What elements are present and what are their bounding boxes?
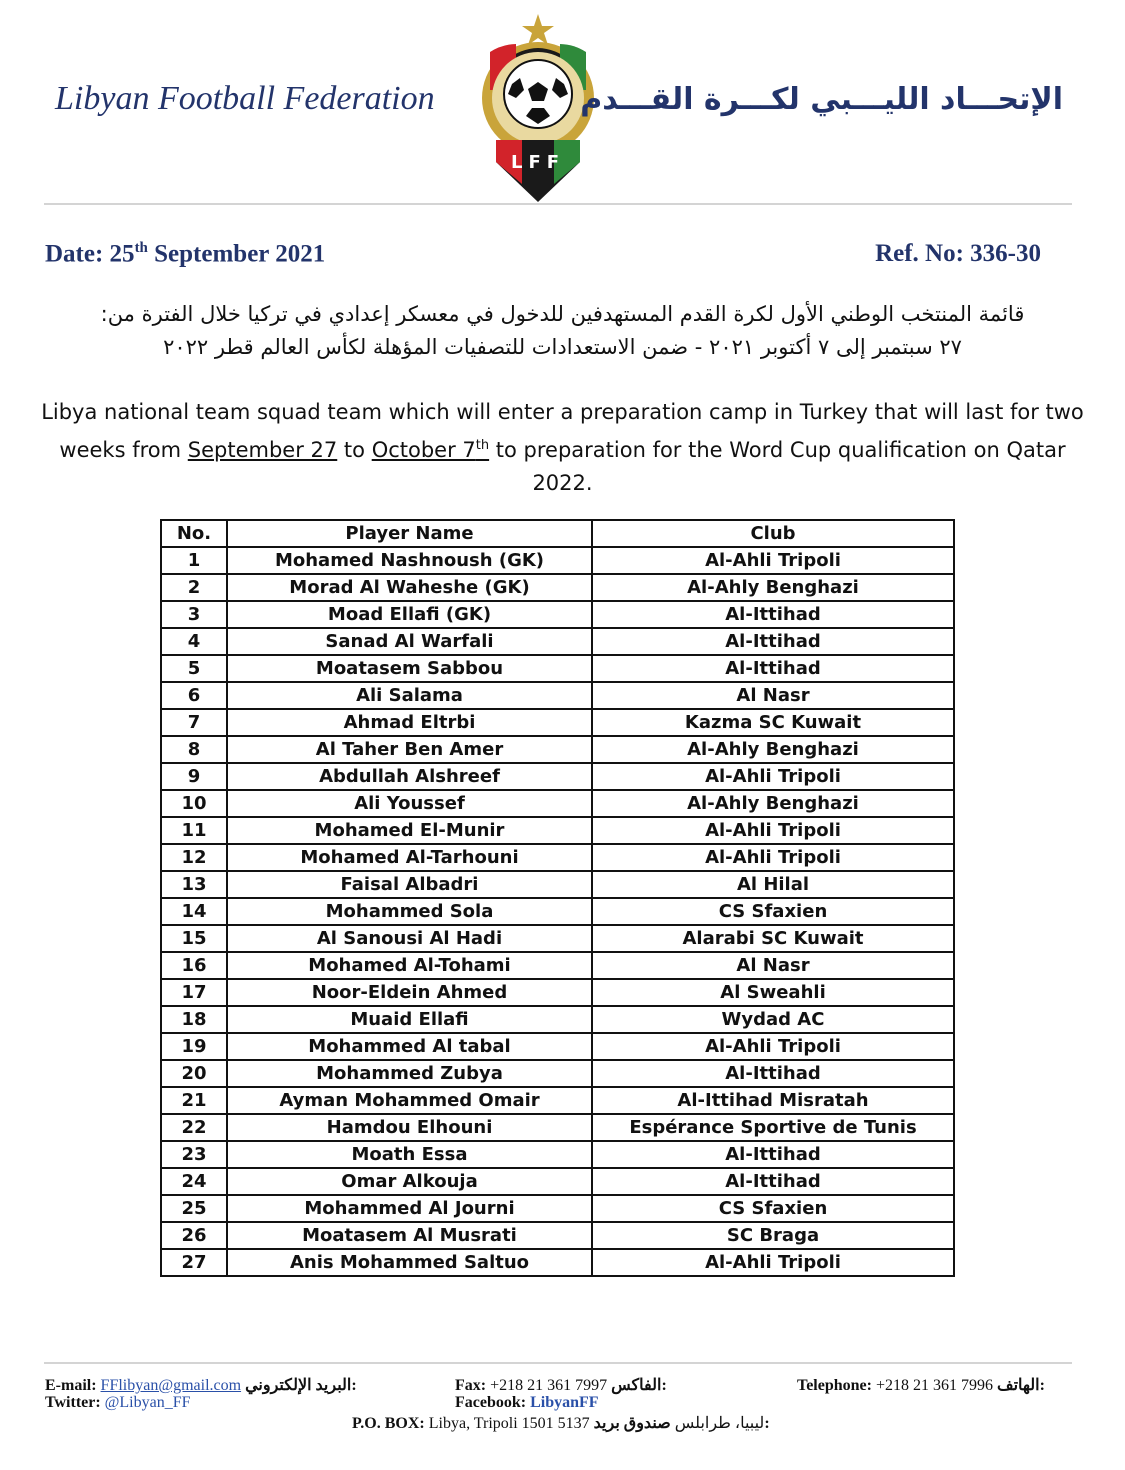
cell-player-name: Al Sanousi Al Hadi [227,925,592,952]
table-row [161,1033,954,1060]
cell-player-name: Morad Al Waheshe (GK) [227,574,592,601]
logo-lettering: LFF [510,152,566,173]
cell-number: 21 [161,1087,227,1114]
brand-name-arabic: الإتحـــاد الليـــبي لكـــرة القـــدم [580,82,1063,117]
squad-table [160,519,955,1277]
cell-player-name: Ayman Mohammed Omair [227,1087,592,1114]
reference-number: Ref. No: 336-30 [875,240,1041,267]
cell-player-name: Anis Mohammed Saltuo [227,1249,592,1276]
cell-club: Al-Ittihad [592,1060,954,1087]
footer-twitter: Twitter: @Libyan_FF [45,1394,191,1411]
cell-number: 9 [161,763,227,790]
cell-club: Kazma SC Kuwait [592,709,954,736]
arabic-intro-line-2: ٢٧ سبتمبر إلى ٧ أكتوبر ٢٠٢١ - ضمن الاستعدادات للتصفيات المؤهلة لكأس العالم قطر ٢٠٢٢ [163,335,962,359]
arabic-intro [60,298,1065,364]
cell-club: Al Nasr [592,952,954,979]
table-row [161,790,954,817]
table-row [161,817,954,844]
cell-club: Al-Ahly Benghazi [592,790,954,817]
table-header-row [161,520,954,547]
table-row [161,1114,954,1141]
table-row [161,1060,954,1087]
table-row [161,1087,954,1114]
cell-number: 1 [161,547,227,574]
facebook-link[interactable]: LibyanFF [530,1394,599,1411]
cell-club: CS Sfaxien [592,1195,954,1222]
table-row [161,1222,954,1249]
cell-club: Espérance Sportive de Tunis [592,1114,954,1141]
cell-number: 25 [161,1195,227,1222]
cell-number: 5 [161,655,227,682]
cell-club: SC Braga [592,1222,954,1249]
cell-number: 4 [161,628,227,655]
column-header-club: Club [592,520,954,547]
cell-club: Al-Ahli Tripoli [592,844,954,871]
column-header-no: No. [161,520,227,547]
cell-player-name: Hamdou Elhouni [227,1114,592,1141]
table-row [161,1195,954,1222]
cell-number: 27 [161,1249,227,1276]
cell-number: 22 [161,1114,227,1141]
cell-player-name: Sanad Al Warfali [227,628,592,655]
cell-club: Al-Ahli Tripoli [592,1033,954,1060]
cell-club: Wydad AC [592,1006,954,1033]
cell-number: 26 [161,1222,227,1249]
cell-player-name: Mohammed Al tabal [227,1033,592,1060]
cell-number: 7 [161,709,227,736]
cell-number: 8 [161,736,227,763]
cell-number: 24 [161,1168,227,1195]
cell-player-name: Muaid Ellafi [227,1006,592,1033]
footer-divider [44,1362,1072,1364]
cell-player-name: Ali Youssef [227,790,592,817]
cell-player-name: Abdullah Alshreef [227,763,592,790]
english-intro: Libya national team squad team which will enter a preparation camp in Turkey that will last for two weeks from September 27 to October 7th to preparation for the Word Cup qualification on Qatar 2022. [41,400,1084,495]
table-row [161,1249,954,1276]
cell-number: 13 [161,871,227,898]
cell-club: Alarabi SC Kuwait [592,925,954,952]
cell-number: 12 [161,844,227,871]
cell-player-name: Moatasem Al Musrati [227,1222,592,1249]
table-row [161,655,954,682]
table-row [161,1168,954,1195]
table-row [161,844,954,871]
cell-player-name: Mohamed Nashnoush (GK) [227,547,592,574]
table-row [161,628,954,655]
cell-number: 3 [161,601,227,628]
cell-number: 2 [161,574,227,601]
cell-number: 19 [161,1033,227,1060]
cell-player-name: Mohamed El-Munir [227,817,592,844]
cell-club: Al-Ittihad [592,655,954,682]
column-header-player: Player Name [227,520,592,547]
table-row [161,952,954,979]
cell-club: Al-Ahli Tripoli [592,1249,954,1276]
cell-number: 14 [161,898,227,925]
cell-club: Al-Ahly Benghazi [592,574,954,601]
cell-player-name: Mohamed Al-Tarhouni [227,844,592,871]
cell-club: Al-Ahli Tripoli [592,763,954,790]
email-link[interactable]: FFlibyan@gmail.com [100,1377,242,1394]
cell-player-name: Ali Salama [227,682,592,709]
cell-club: Al-Ittihad Misratah [592,1087,954,1114]
table-row [161,871,954,898]
cell-player-name: Al Taher Ben Amer [227,736,592,763]
cell-number: 10 [161,790,227,817]
cell-club: Al-Ahli Tripoli [592,817,954,844]
cell-number: 11 [161,817,227,844]
cell-number: 17 [161,979,227,1006]
cell-player-name: Mohammed Sola [227,898,592,925]
table-row [161,1141,954,1168]
table-row [161,547,954,574]
table-row [161,898,954,925]
arabic-intro-line-1: قائمة المنتخب الوطني الأول لكرة القدم المستهدفين للدخول في معسكر إعدادي في تركيا خلال الفترة من: [100,302,1025,326]
table-row [161,979,954,1006]
cell-number: 18 [161,1006,227,1033]
footer-email: E-mail: FFlibyan@gmail.com البريد الإلكتروني: [45,1377,357,1394]
cell-club: Al-Ittihad [592,628,954,655]
cell-number: 6 [161,682,227,709]
cell-number: 15 [161,925,227,952]
document-date: Date: 25th September 2021 [45,240,326,268]
footer-fax: Fax: +218 21 361 7997 الفاكس: [455,1377,667,1394]
footer-facebook: Facebook: LibyanFF [455,1394,599,1411]
cell-player-name: Omar Alkouja [227,1168,592,1195]
table-row [161,736,954,763]
cell-number: 16 [161,952,227,979]
cell-number: 20 [161,1060,227,1087]
cell-club: CS Sfaxien [592,898,954,925]
cell-club: Al-Ahli Tripoli [592,547,954,574]
header-divider [44,203,1072,205]
cell-club: Al-Ittihad [592,1141,954,1168]
cell-club: Al Hilal [592,871,954,898]
twitter-link[interactable]: @Libyan_FF [104,1394,191,1411]
cell-club: Al-Ahly Benghazi [592,736,954,763]
table-row [161,763,954,790]
cell-player-name: Mohammed Zubya [227,1060,592,1087]
table-row [161,925,954,952]
cell-player-name: Faisal Albadri [227,871,592,898]
table-row [161,1006,954,1033]
cell-player-name: Mohamed Al-Tohami [227,952,592,979]
table-row [161,709,954,736]
cell-club: Al Nasr [592,682,954,709]
table-row [161,601,954,628]
cell-player-name: Moatasem Sabbou [227,655,592,682]
cell-club: Al-Ittihad [592,601,954,628]
footer-pobox: P.O. BOX: Libya, Tripoli 1501 5137 ليبيا، طرابلس صندوق بريد: [352,1415,770,1432]
brand-name-english: Libyan Football Federation [55,80,435,117]
cell-player-name: Mohammed Al Journi [227,1195,592,1222]
table-row [161,682,954,709]
cell-club: Al-Ittihad [592,1168,954,1195]
table-row [161,574,954,601]
cell-club: Al Sweahli [592,979,954,1006]
cell-player-name: Ahmad Eltrbi [227,709,592,736]
cell-player-name: Noor-Eldein Ahmed [227,979,592,1006]
cell-player-name: Moath Essa [227,1141,592,1168]
cell-player-name: Moad Ellafi (GK) [227,601,592,628]
footer-telephone: Telephone: +218 21 361 7996 الهاتف: [797,1377,1045,1394]
cell-number: 23 [161,1141,227,1168]
